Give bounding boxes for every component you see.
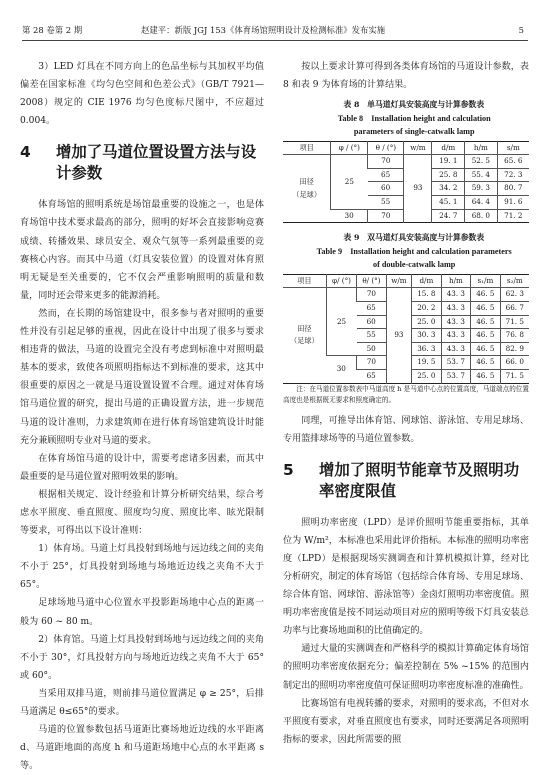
header-cell: s/m [497,141,529,155]
table-8-block [283,98,529,223]
table-8-caption-cn: 表 8 单马道灯具安装高度与计算参数表 [343,100,485,110]
table-9-block [283,231,529,405]
header-cell: s₂/m [500,274,529,288]
h-cell: 53. 7 [441,369,471,383]
d-cell: 34. 2 [432,182,465,196]
item-cell: 田径 （足球） [283,288,326,383]
d-cell: 15. 8 [412,288,442,302]
table-9 [283,274,529,384]
header-cell: 项目 [299,142,314,152]
s-cell: 91. 6 [497,196,529,210]
d-cell: 19. 1 [432,155,465,169]
d-cell: 20. 2 [412,301,442,315]
item-cell: 田径 （足球） [283,155,331,223]
s2-cell: 62. 3 [500,288,529,302]
phi-cell: 30 [326,356,356,383]
h-cell: 43. 3 [441,329,471,343]
h-cell: 43. 3 [441,288,471,302]
h-cell: 43. 3 [441,315,471,329]
section-5-heading [283,460,529,502]
d-cell: 19. 5 [412,356,442,370]
h-cell: 55. 4 [465,168,498,182]
paragraph: 马道的位置参数包括马道距比赛场地近边线的水平距离 d、马道距地面的高度 h 和马道距场地中心点的水平距离 s 等。 [20,725,264,772]
paragraph: 足球场地马道中心位置水平投影距场地中心点的距离一般为 60 ~ 80 m。 [20,598,264,627]
header-cell: φ/ (°) [326,274,356,288]
theta-cell: 65 [357,369,386,383]
theta-cell: 65 [368,168,404,182]
table-row [283,155,529,169]
phi-cell: 25 [331,155,368,209]
s-cell: 71. 2 [497,209,529,223]
right-column [283,58,529,749]
table-9-note: 注：在马道位置参数表中马道高度 h 是马道中心点的位置高度，马道端点的位置高度也是根据既无要求和照度确定的。 [283,384,529,404]
header-cell: w/m [404,141,432,155]
paragraph-calc-intro: 按以上要求计算可得到各类体育场馆的马道设计参数，表 8 和表 9 为体育场的计算结果。 [283,62,529,91]
page-number: 5 [518,25,524,35]
issue-label: 第 28 卷第 2 期 [22,25,83,35]
paragraph: 照明功率密度（LPD）是评价照明节能重要指标，其单位为 W/m²，本标准也采用此评价指标。本标准的照明功率密度（LPD）是根据现场实测调查和计算机模拟计算，经对比分析研究，制定的体育场馆（包括综合体育场、专用足球场、综合体育馆、网球馆、游泳馆等）金卤灯照明功率密度值。照明功率密度值是按不同运动项目对应的照明等级下灯具安装总功率与比赛场地面积的比值确定的。 [283,517,529,637]
phi-cell: 30 [331,209,368,223]
paragraph: 通过大量的实测调查和严格科学的模拟计算确定体育场馆的照明功率密度依据充分；偏差控制在 5% ~15% 的范围内制定出的照明功率密度值可保证照明功率密度标准的准确性。 [283,644,529,691]
s1-cell: 46. 5 [471,329,501,343]
left-column [20,58,264,775]
width-cell: 93 [386,288,411,383]
h-cell: 59. 3 [465,182,498,196]
paragraph-similar-venues: 同理，可推导出体育馆、网球馆、游泳馆、专用足球场、专用篮排球场等的马道位置参数。 [283,415,529,444]
header-cell: 项目 [297,275,312,285]
table-9-caption-en: Table 9 Installation height and calculation parameters [316,246,512,256]
h-cell: 52. 5 [465,155,498,169]
s2-cell: 71. 5 [500,369,529,383]
paragraph: 在体育场馆马道的设计中，需要考虑诸多因素，而其中最重要的是马道位置对照明效果的影响。 [20,453,264,482]
theta-cell: 70 [357,288,386,302]
d-cell: 36. 3 [412,342,442,356]
d-cell: 30. 3 [412,329,442,343]
header-cell: θ / (°) [368,141,404,155]
phi-cell: 25 [326,288,356,356]
h-cell: 68. 0 [465,209,498,223]
header-rule [22,40,528,41]
s1-cell: 46. 5 [471,301,501,315]
section-5-title: 增加了照明节能章节及照明功率密度限值 [319,460,520,500]
header-cell: s₁/m [471,274,501,288]
theta-cell: 55 [368,196,404,210]
theta-cell: 60 [368,182,404,196]
theta-cell: 65 [357,301,386,315]
table-8-caption-en: Table 8 Installation height and calculation [337,113,491,123]
h-cell: 43. 3 [441,301,471,315]
article-running-title: 赵建平：新版 JGJ 153《体育场馆照明设计及检测标准》发布实施 [141,25,386,35]
d-cell: 25. 0 [412,369,442,383]
running-header [22,22,528,38]
s-cell: 72. 3 [497,168,529,182]
s2-cell: 66. 7 [500,301,529,315]
d-cell: 45. 1 [432,196,465,210]
paragraph: 2）体育馆。马道上灯具投射到场地与远边线之间的夹角不小于 30°，灯具投射方向与场地近边线之夹角不大于 65°或 60°。 [20,634,264,681]
paragraph: 1）体育场。马道上灯具投射到场地与远边线之间的夹角不小于 25°，灯具投射到场地与场地近边线之夹角不大于 65°。 [20,544,264,591]
paragraph: 根据相关规定、设计经验和计算分析研究结果，综合考虑水平照度、垂直照度、照度均匀度、照度比率、眩光限制等要求，可得出以下设计准则： [20,489,264,537]
s2-cell: 82. 9 [500,342,529,356]
h-cell: 53. 7 [441,356,471,370]
table-8-caption-en-2: parameters of single-catwalk lamp [353,127,475,137]
paragraph: 当采用双排马道，则前排马道位置满足 φ ≥ 25°，后排马道满足 θ≤65°的要求。 [20,688,264,717]
paragraph: 然而，在长期的场馆建设中，很多参与者对照明的重要性并没有引起足够的重视，因此在设计中出现了很多与要求相违背的做法，马道的设置完全没有考虑到标准中对照明最基本的要求，致使各项照明指标达不到标准的要求，这其中很重要的原因之一就是马道设置设置不合理。通过对体育场馆马道位置的研究，提出马道的正确设置方法，进一步规范马道的设计准则，力求建筑师在进行体育场馆建筑设计时能充分兼顾照明专业对马道的要求。 [20,308,264,446]
s1-cell: 46. 5 [471,356,501,370]
table-row [283,288,529,302]
theta-cell: 70 [357,356,386,370]
section-5-number: 5 [283,460,294,479]
s-cell: 80. 7 [497,182,529,196]
header-cell: d/m [432,141,465,155]
theta-cell: 70 [368,209,404,223]
header-cell: θ/ (°) [357,274,386,288]
theta-cell: 55 [357,329,386,343]
s1-cell: 46. 5 [471,369,501,383]
header-cell: φ / (°) [331,141,368,155]
s-cell: 65. 6 [497,155,529,169]
theta-cell: 50 [357,342,386,356]
theta-cell: 70 [368,155,404,169]
header-cell: h/m [441,274,471,288]
table-8 [283,141,529,224]
s2-cell: 71. 5 [500,315,529,329]
d-cell: 24. 7 [432,209,465,223]
table-9-caption-cn: 表 9 双马道灯具安装高度与计算参数表 [343,233,485,243]
table-9-caption-en-2: of double-catwalk lamp [373,260,456,270]
header-cell: h/m [465,141,498,155]
header-cell: d/m [412,274,442,288]
paragraph-led-deviation: 3）LED 灯具在不同方向上的色品坐标与其加权平均值偏差在国家标准《均匀色空间和色差公式》（GB/T 7921—2008）规定的 CIE 1976 均匀色度标尺图中，不应超过 0.004。 [20,62,264,127]
width-cell: 93 [404,155,432,223]
d-cell: 25. 8 [432,168,465,182]
paragraph: 比赛场馆有电视转播的要求，对照明的要求高，不但对水平照度有要求，对垂直照度也有要求，同时还要满足各项照明指标的要求，因此所需要的照 [283,698,529,745]
header-cell: w/m [386,274,411,288]
s2-cell: 66. 0 [500,356,529,370]
section-4-heading [20,142,264,184]
s1-cell: 46. 5 [471,342,501,356]
section-4-number: 4 [20,143,31,162]
h-cell: 43. 3 [441,342,471,356]
theta-cell: 60 [357,315,386,329]
s1-cell: 46. 5 [471,315,501,329]
s1-cell: 46. 5 [471,288,501,302]
s2-cell: 76. 8 [500,329,529,343]
h-cell: 64. 4 [465,196,498,210]
d-cell: 25. 0 [412,315,442,329]
table-header-row [283,141,529,155]
section-4-title: 增加了马道位置设置方法与设计参数 [56,143,257,183]
paragraph: 体育场馆的照明系统是场馆最重要的设施之一，也是体育场馆中技术要求最高的部分，照明的好坏会直接影响竞赛成绩、转播效果、球员安全、观众气氛等一系列最重要的竞赛核心内容。而其中马道（灯具安装位置）的设置对体育照明无疑是至关重要的，它不仅会严重影响照明的质量和数量，同时还会带来更多的能源消耗。 [20,200,264,301]
table-header-row [283,274,529,288]
